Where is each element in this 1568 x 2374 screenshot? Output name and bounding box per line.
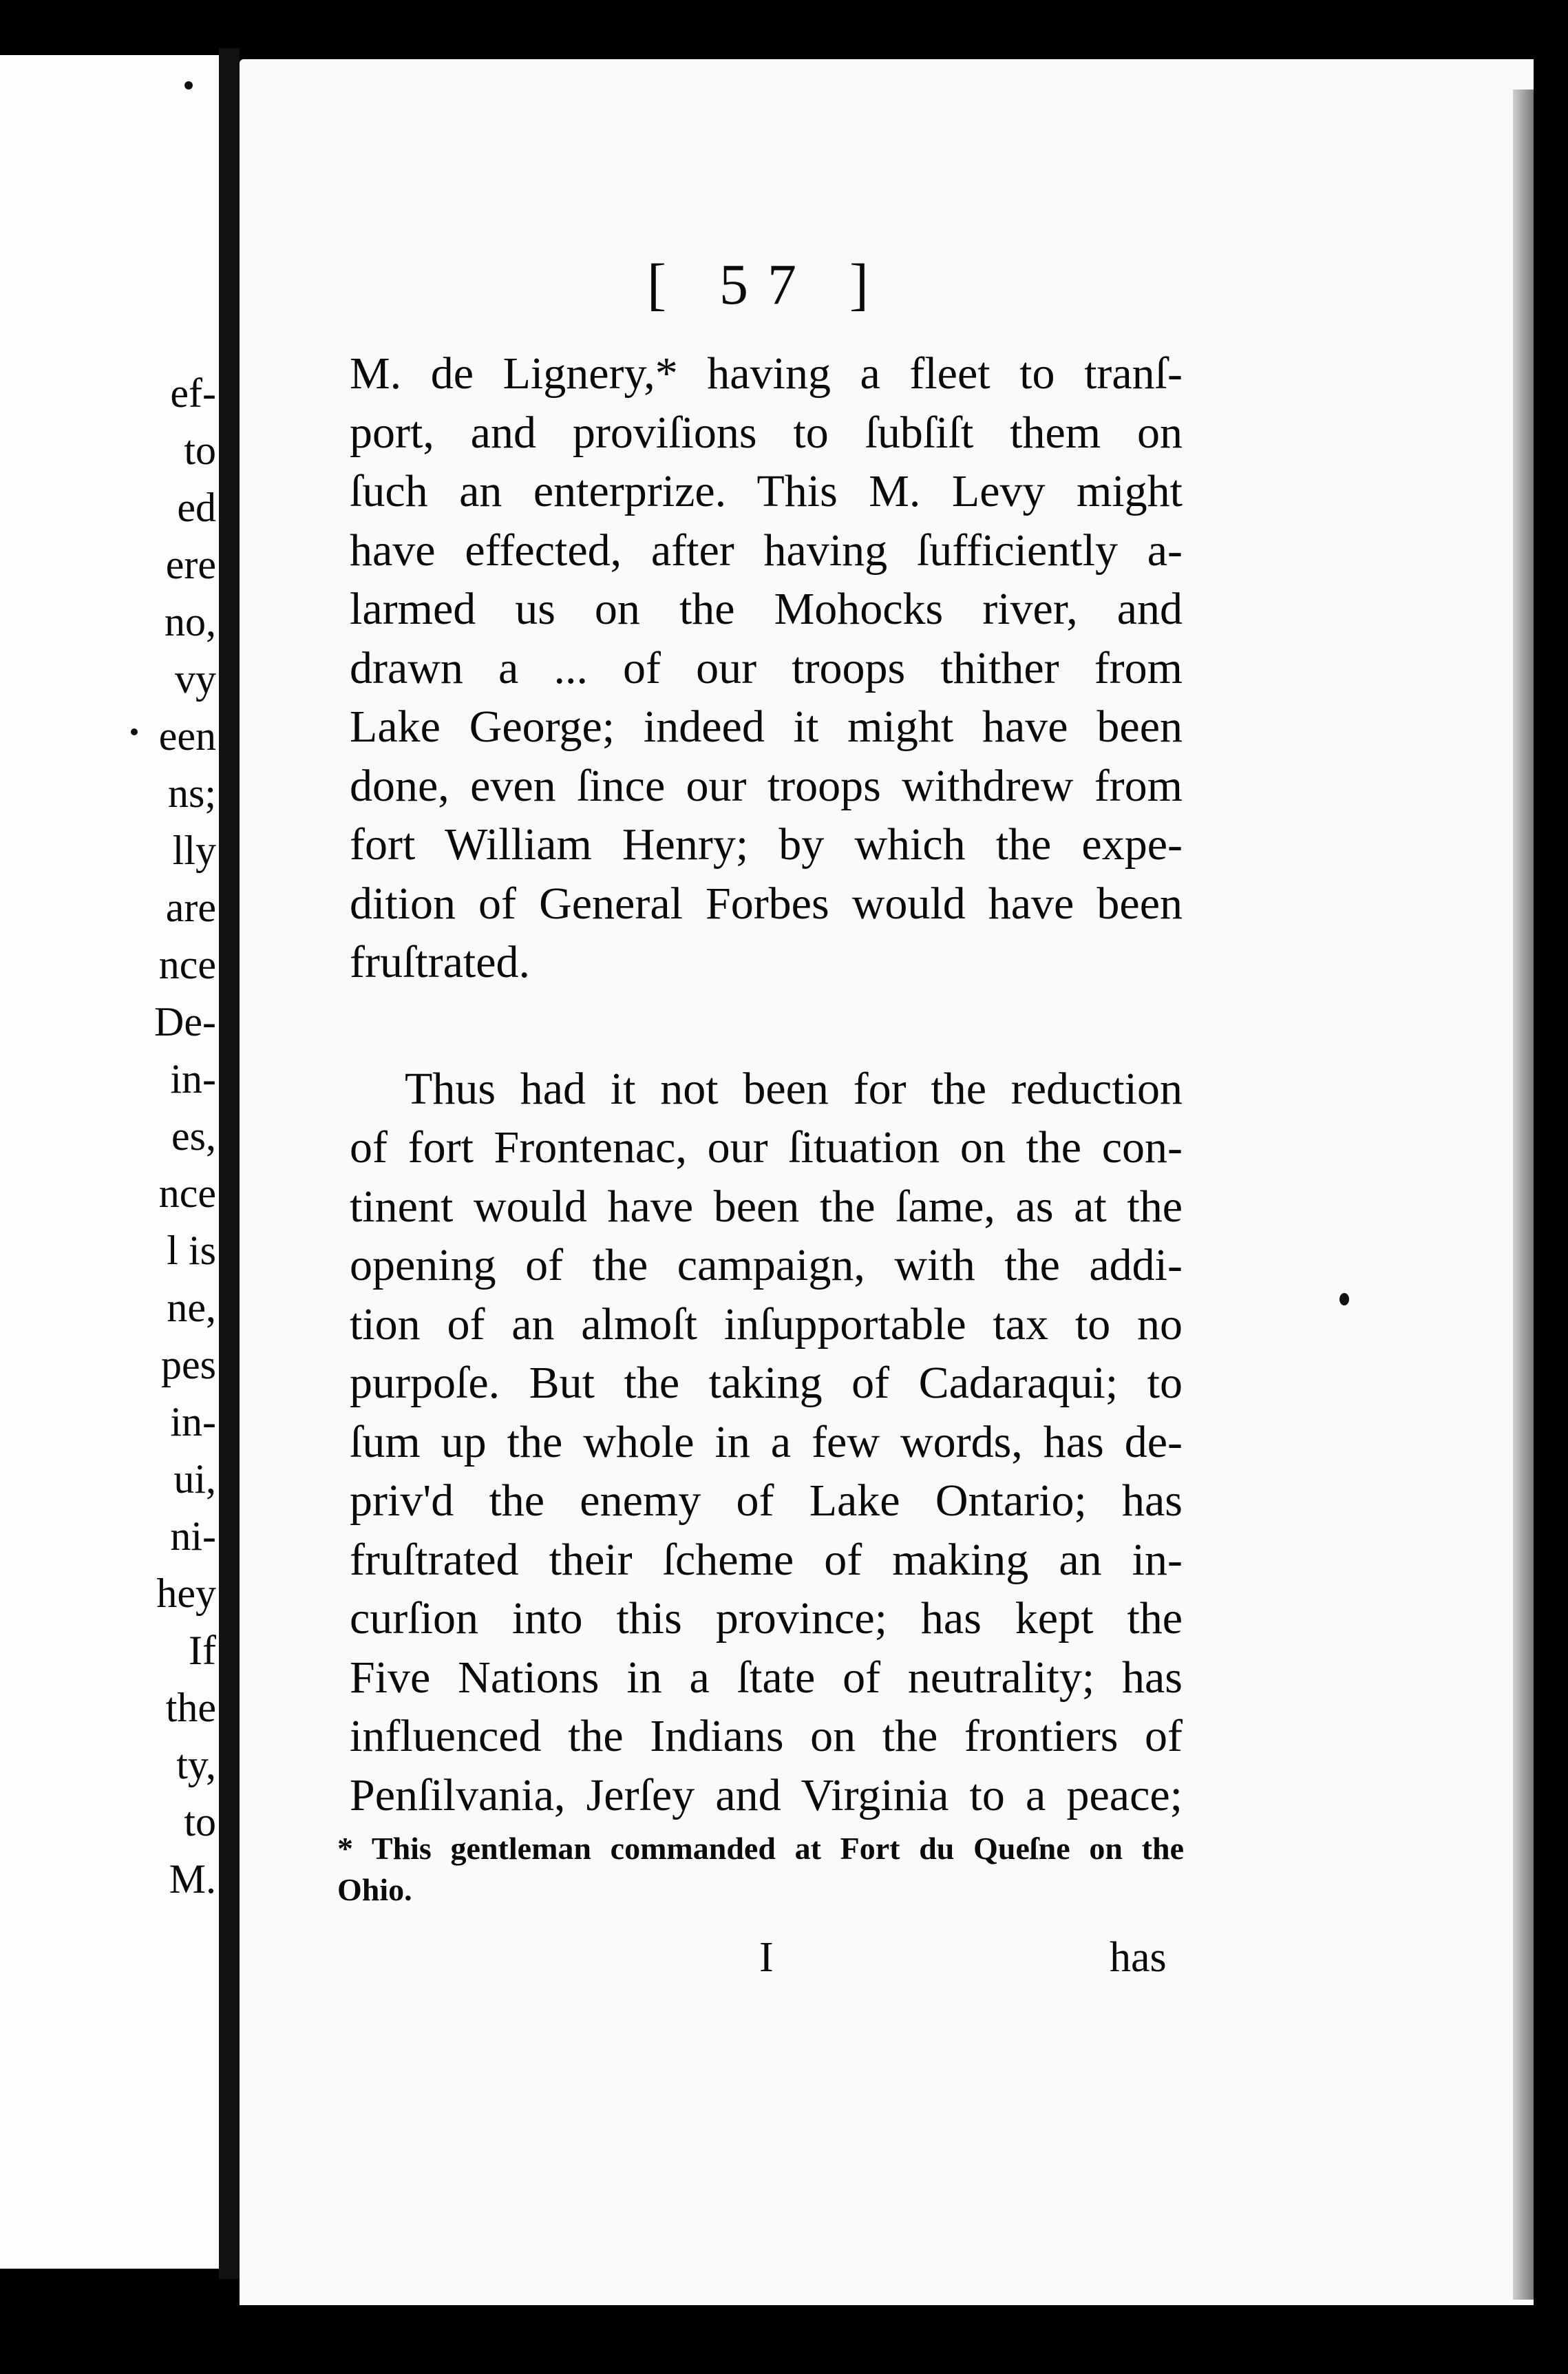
- signature-mark: I: [759, 1934, 774, 1981]
- left-page-fragment: een: [158, 713, 216, 759]
- text-line: Lake George; indeed it might have been: [350, 702, 1183, 752]
- text-line: port, and proviſions to ſubſiſt them on: [350, 407, 1183, 458]
- left-page-fragment: ere: [165, 542, 216, 587]
- ink-speck: [1339, 1293, 1349, 1305]
- left-page-fragment: If: [189, 1628, 216, 1673]
- left-page-fragment: no,: [165, 599, 216, 644]
- text-line: fruſtrated their ſcheme of making an in-: [350, 1534, 1183, 1585]
- left-page-fragment: M.: [169, 1856, 216, 1902]
- text-line: M. de Lignery,* having a fleet to tranſ-: [350, 348, 1183, 399]
- left-page-fragment: are: [165, 885, 216, 930]
- text-line: fruſtrated.: [350, 937, 531, 987]
- text-line: ſum up the whole in a few words, has de-: [350, 1416, 1183, 1467]
- left-page-fragment: in-: [170, 1056, 216, 1102]
- left-page-fragment: nce: [158, 1170, 216, 1216]
- left-page-fragment: ef-: [170, 370, 216, 416]
- footnote-line: Ohio.: [337, 1872, 412, 1907]
- left-page-fragment: ty,: [176, 1742, 216, 1787]
- text-line: opening of the campaign, with the addi-: [350, 1240, 1183, 1290]
- left-page-fragment: es,: [171, 1113, 216, 1159]
- catchword: has: [1110, 1934, 1167, 1981]
- left-page-fragment: to: [184, 428, 216, 473]
- left-page-fragment: to: [184, 1799, 216, 1845]
- left-page-fragment: ni-: [170, 1513, 216, 1559]
- text-line: larmed us on the Mohocks river, and: [350, 584, 1183, 634]
- text-line: Five Nations in a ſtate of neutrality; has: [350, 1652, 1183, 1703]
- text-line: fort William Henry; by which the expe-: [350, 819, 1183, 870]
- left-page-fragment: ui,: [173, 1456, 216, 1502]
- text-line: influenced the Indians on the frontiers of: [350, 1711, 1183, 1761]
- text-line: dition of General Forbes would have been: [350, 878, 1183, 929]
- main-text: [350, 344, 1183, 1825]
- left-page-fragment: pes: [161, 1342, 216, 1387]
- text-line: done, even ſince our troops withdrew from: [350, 760, 1183, 811]
- ink-speck: [184, 81, 193, 90]
- left-page-fragment: l is: [167, 1228, 216, 1273]
- text-line: tinent would have been the ſame, as at the: [350, 1181, 1183, 1232]
- ink-speck: [131, 728, 138, 735]
- left-page-fragment: in-: [170, 1399, 216, 1445]
- left-page-fragment: ne,: [167, 1285, 216, 1330]
- paragraph-2: [350, 1060, 1183, 1825]
- left-page-fragment: hey: [156, 1571, 216, 1616]
- left-page-fragment: ns;: [167, 770, 216, 816]
- footnote-line: * This gentleman commanded at Fort du Queſne on the: [337, 1831, 1184, 1866]
- text-line: Penſilvania, Jerſey and Virginia to a peace;: [350, 1769, 1183, 1820]
- left-page-fragment: nce: [158, 942, 216, 987]
- page-number-header: [ 57 ]: [647, 253, 888, 317]
- text-line: drawn a ... of our troops thither from: [350, 642, 1183, 693]
- page-edge: [1513, 90, 1534, 2300]
- book-gutter: [219, 48, 240, 2279]
- paragraph-gap: [350, 992, 1183, 1060]
- left-page-fragment: the: [165, 1685, 216, 1730]
- left-page-fragment: lly: [172, 828, 216, 873]
- footnote: [337, 1828, 1184, 1911]
- text-line: of fort Frontenac, our ſituation on the con-: [350, 1122, 1183, 1173]
- text-line: curſion into this province; has kept the: [350, 1593, 1183, 1643]
- left-page-fragment: De-: [154, 999, 216, 1044]
- text-line: tion of an almoſt inſupportable tax to no: [350, 1299, 1183, 1349]
- left-page-fragment: ed: [177, 485, 216, 530]
- left-page-fragments: [0, 365, 219, 1908]
- paragraph-1: [350, 344, 1183, 992]
- text-line: Thus had it not been for the reduction: [405, 1063, 1183, 1114]
- text-line: have effected, after having ſufficiently a-: [350, 525, 1183, 576]
- text-line: priv'd the enemy of Lake Ontario; has: [350, 1475, 1183, 1526]
- text-line: ſuch an enterprize. This M. Levy might: [350, 466, 1183, 516]
- left-page-fragment: vy: [175, 656, 216, 702]
- text-line: purpoſe. But the taking of Cadaraqui; to: [350, 1358, 1183, 1408]
